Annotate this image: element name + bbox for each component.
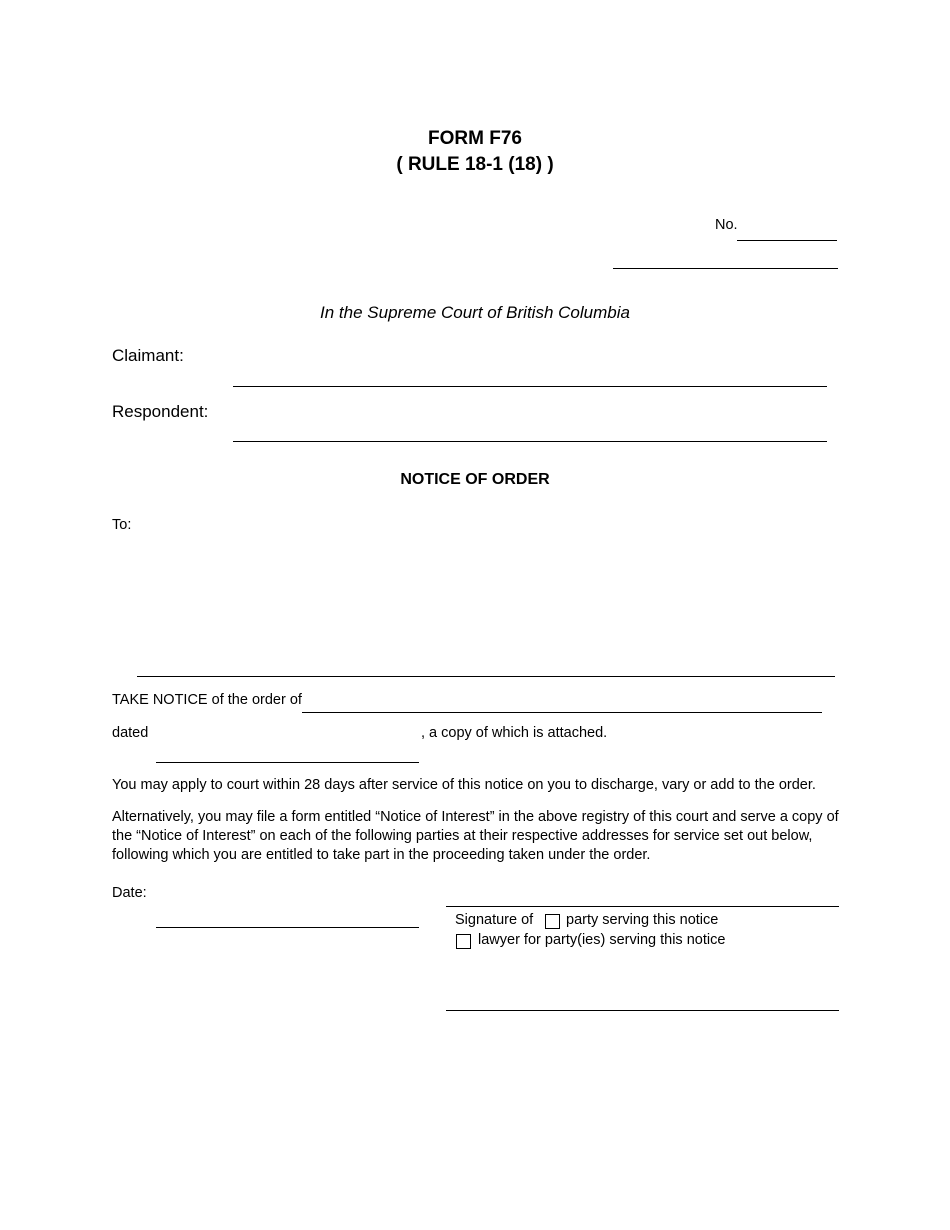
signature-field[interactable]	[446, 906, 839, 907]
to-field[interactable]	[137, 676, 835, 677]
party-checkbox[interactable]	[545, 914, 560, 929]
dated-label: dated	[112, 725, 149, 741]
party-option-label: party serving this notice	[566, 912, 719, 928]
respondent-label: Respondent:	[112, 402, 209, 421]
claimant-field[interactable]	[233, 386, 827, 387]
respondent-field[interactable]	[233, 441, 827, 442]
alternative-paragraph: Alternatively, you may file a form entitled “Notice of Interest” in the above registry of this court and serve a copy of the “Notice of Interest” on each of the following parties at their respective addresses for service set out below, following which you are entitled to take part in the proceeding taken under the order.	[112, 809, 839, 863]
claimant-label: Claimant:	[112, 346, 184, 365]
file-number-label: No.	[715, 217, 738, 233]
form-rule: ( RULE 18-1 (18) )	[396, 154, 554, 175]
apply-paragraph: You may apply to court within 28 days after service of this notice on you to discharge, vary or add to the order.	[112, 777, 816, 793]
file-number-field[interactable]	[737, 240, 837, 241]
take-notice-text: TAKE NOTICE of the order of	[112, 692, 302, 708]
signature-bottom-line	[446, 1010, 839, 1011]
signature-of-label: Signature of	[455, 912, 534, 928]
copy-attached-text: , a copy of which is attached.	[421, 725, 608, 741]
lawyer-option-label: lawyer for party(ies) serving this notice	[478, 932, 726, 948]
form-title: FORM F76	[428, 128, 522, 149]
lawyer-checkbox[interactable]	[456, 934, 471, 949]
court-name: In the Supreme Court of British Columbia	[320, 303, 630, 322]
date-label: Date:	[112, 885, 147, 901]
date-field[interactable]	[156, 927, 419, 928]
registry-field[interactable]	[613, 268, 838, 269]
dated-field[interactable]	[156, 762, 419, 763]
notice-title: NOTICE OF ORDER	[400, 471, 550, 488]
order-of-field[interactable]	[302, 712, 822, 713]
to-label: To:	[112, 517, 132, 533]
